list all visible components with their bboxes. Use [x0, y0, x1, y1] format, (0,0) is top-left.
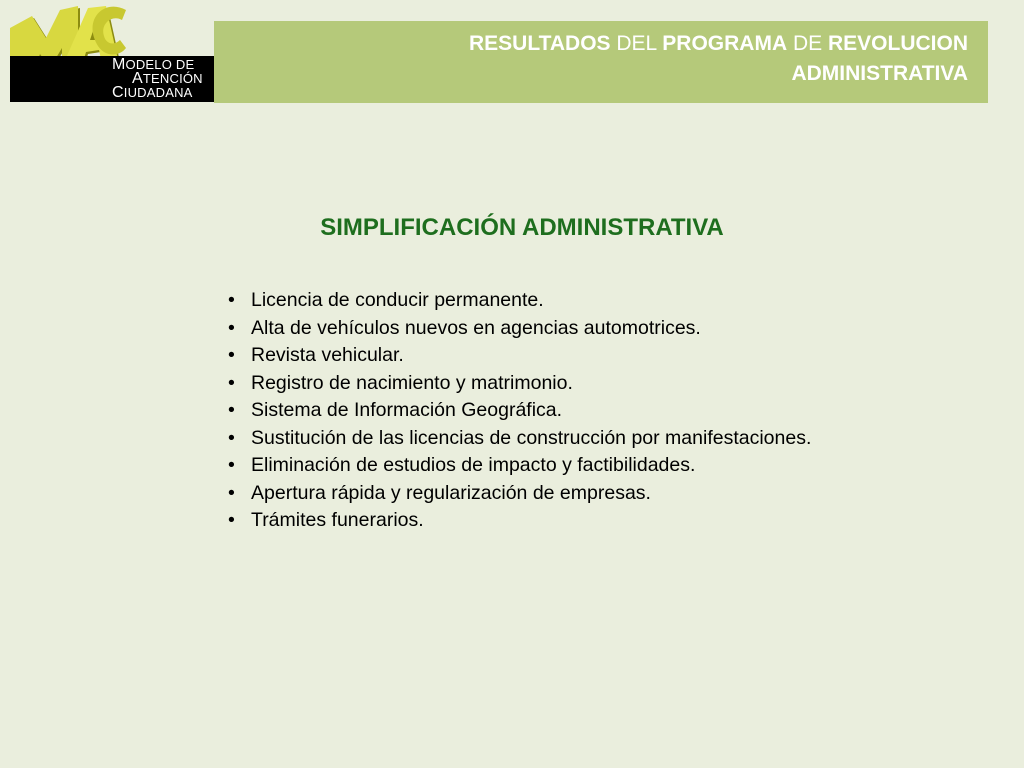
logo-line-modelo: MODELO DE	[112, 56, 195, 73]
bullet-list	[228, 287, 814, 535]
list-item-text: Registro de nacimiento y matrimonio.	[251, 371, 573, 394]
header-title	[348, 29, 968, 89]
header-word: ADMINISTRATIVA	[791, 62, 968, 85]
list-item	[228, 425, 814, 453]
bullet-icon: •	[228, 371, 235, 394]
bullet-icon: •	[228, 399, 235, 421]
bullet-icon: •	[228, 289, 235, 311]
logo-line-ciudadana: CIUDADANA	[112, 84, 193, 101]
list-item	[228, 287, 814, 315]
list-item-text: Trámites funerarios.	[251, 509, 424, 531]
list-item	[228, 342, 814, 370]
list-item-text: Sistema de Información Geográfica.	[251, 399, 563, 421]
header-word: RESULTADOS	[468, 32, 611, 55]
header-word: DEL	[610, 32, 663, 55]
section-title: SIMPLIFICACIÓN ADMINISTRATIVA	[320, 214, 724, 241]
bullet-icon: •	[228, 454, 235, 476]
list-item-text: Alta de vehículos nuevos en agencias automotrices.	[251, 316, 701, 339]
bullet-icon: •	[228, 509, 235, 531]
bullet-icon: •	[228, 344, 235, 366]
list-item-text: Sustitución de las licencias de construcción por manifestaciones.	[251, 426, 812, 449]
mac-logo	[8, 0, 214, 102]
bullet-icon: •	[228, 426, 235, 449]
header-word: PROGRAMA	[662, 32, 788, 55]
list-item	[228, 480, 814, 508]
list-item	[228, 397, 814, 425]
header-bar	[214, 21, 988, 103]
list-item	[228, 370, 814, 398]
list-item	[228, 315, 814, 343]
list-item-text: Apertura rápida y regularización de empresas.	[251, 481, 651, 504]
list-item	[228, 452, 814, 480]
logo-line-atencion: ATENCIÓN	[132, 70, 203, 87]
bullet-icon: •	[228, 316, 235, 339]
header-word: REVOLUCION	[827, 32, 968, 55]
bullet-icon: •	[228, 481, 235, 504]
list-item-text: Revista vehicular.	[251, 344, 404, 366]
list-item	[228, 507, 814, 535]
list-item-text: Licencia de conducir permanente.	[251, 289, 544, 311]
list-item-text: Eliminación de estudios de impacto y factibilidades.	[251, 454, 696, 476]
header-word: DE	[787, 32, 828, 55]
